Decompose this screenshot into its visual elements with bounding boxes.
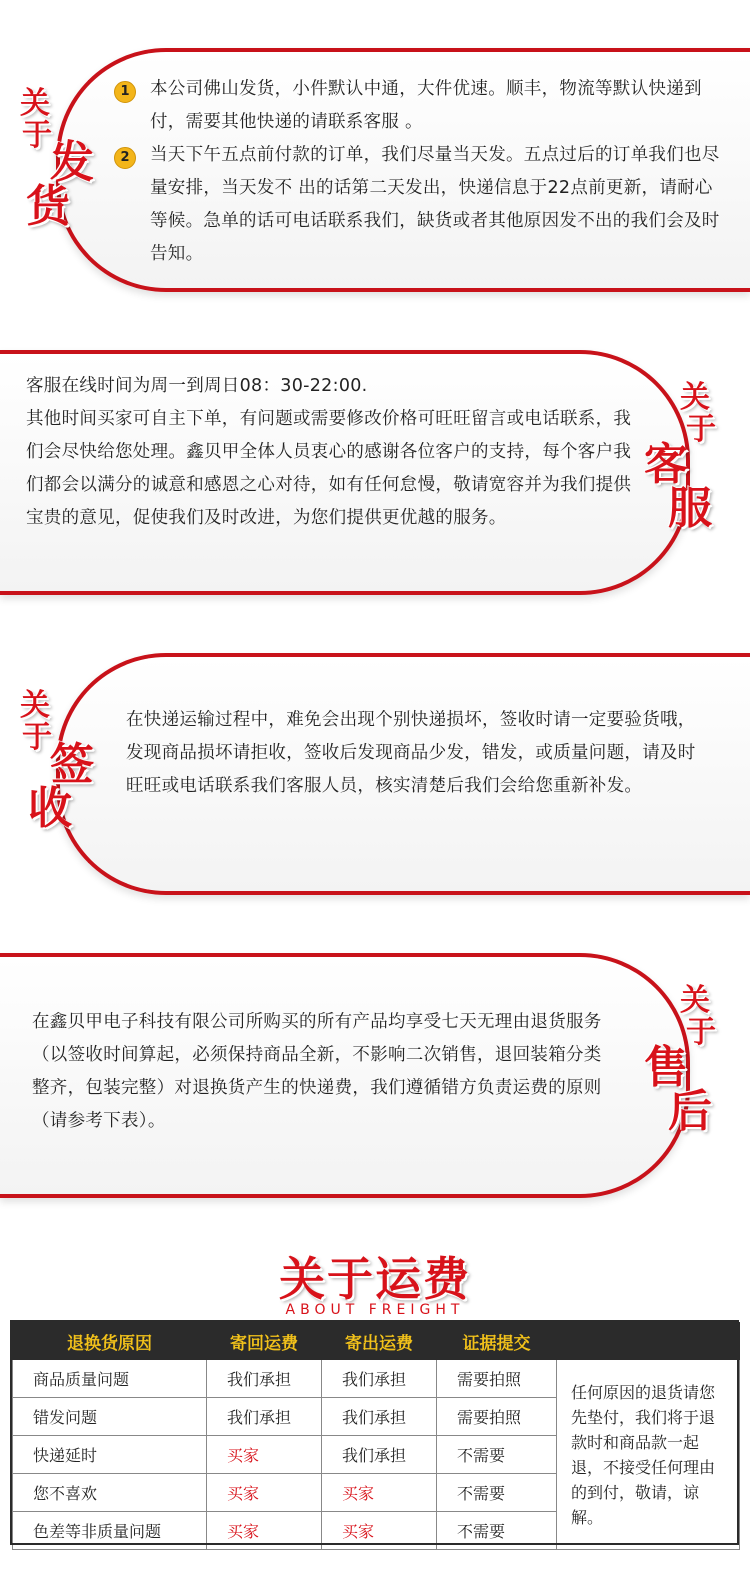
service-text [26,370,636,535]
service-hours: 客服在线时间为周一到周日08：30-22:00. [26,376,368,396]
row-evidence: 不需要 [437,1512,557,1550]
freight-note: 任何原因的退货请您先垫付，我们将于退款时和商品款一起退，不接受任何理由的到付，敬请，谅解。 [557,1360,740,1550]
shipping-title-small-1: 关 [20,86,50,121]
shipping-item-1-number: 1 [114,81,136,103]
receipt-text: 在快递运输过程中，难免会出现个别快递损坏，签收时请一定要验货哦，发现商品损坏请拒收，签收后发现商品少发，错发，或质量问题，请及时旺旺或电话联系我们客服人员，核实清楚后我们会给您重新补发。 [126,710,696,796]
shipping-title-big-1: 发 [50,137,94,188]
service-title-big-2: 服 [668,483,712,534]
shipping-item-2-number: 2 [114,147,136,169]
row-return-fee: 买家 [207,1474,322,1512]
row-return-fee: 我们承担 [207,1398,322,1436]
receipt-title-small-2: 于 [22,720,52,755]
service-title-small-1: 关 [680,380,710,415]
aftersale-title-small-1: 关 [680,983,710,1018]
row-send-fee: 我们承担 [322,1360,437,1398]
shipping-item-1-text: 本公司佛山发货，小件默认中通，大件优速。顺丰，物流等默认快递到付，需要其他快递的请联系客服 。 [150,79,702,132]
service-title-small-2: 于 [686,412,716,447]
row-reason: 商品质量问题 [13,1360,207,1398]
row-return-fee: 我们承担 [207,1360,322,1398]
header-send-fee: 寄出运费 [322,1323,437,1360]
freight-table [12,1322,740,1550]
service-title-big-1: 客 [644,439,688,490]
row-evidence: 需要拍照 [437,1398,557,1436]
row-send-fee: 我们承担 [322,1436,437,1474]
table-row [13,1360,740,1398]
shipping-item-2-text: 当天下午五点前付款的订单，我们尽量当天发。五点过后的订单我们也尽量安排，当天发不 出的话第二天发出，快递信息于22点前更新，请耐心等候。急单的话可电话联系我们，缺货或者其他原因发不出的我们会及时告知。 [150,145,720,264]
row-send-fee: 买家 [322,1512,437,1550]
freight-table-header [13,1323,740,1360]
row-reason: 您不喜欢 [13,1474,207,1512]
header-return-fee: 寄回运费 [207,1323,322,1360]
shipping-title-small-2: 于 [22,118,52,153]
receipt-title-big-2: 收 [28,783,72,834]
row-evidence: 需要拍照 [437,1360,557,1398]
aftersale-title-big-1: 售 [644,1042,688,1093]
header-reason: 退换货原因 [13,1323,207,1360]
row-evidence: 不需要 [437,1436,557,1474]
freight-subtitle: ABOUT FREIGHT [285,1302,465,1318]
shipping-title-big-2: 货 [26,181,70,232]
header-evidence: 证据提交 [437,1323,557,1360]
service-description: 其他时间买家可自主下单，有问题或需要修改价格可旺旺留言或电话联系，我们会尽快给您处理。鑫贝甲全体人员衷心的感谢各位客户的支持，每个客户我们都会以满分的诚意和感恩之心对待，如有任何怠慢，敬请宽容并为我们提供宝贵的意见，促使我们及时改进，为您们提供更优越的服务。 [26,409,632,528]
row-evidence: 不需要 [437,1474,557,1512]
row-reason: 快递延时 [13,1436,207,1474]
row-send-fee: 我们承担 [322,1398,437,1436]
row-return-fee: 买家 [207,1436,322,1474]
aftersale-title-small-2: 于 [686,1015,716,1050]
row-reason: 色差等非质量问题 [13,1512,207,1550]
header-blank [557,1323,740,1360]
row-return-fee: 买家 [207,1512,322,1550]
receipt-title-small-1: 关 [20,688,50,723]
aftersale-title-big-2: 后 [668,1086,712,1137]
freight-title: 关于运费 [279,1252,471,1306]
receipt-title-big-1: 签 [50,739,94,790]
row-send-fee: 买家 [322,1474,437,1512]
aftersale-text: 在鑫贝甲电子科技有限公司所购买的所有产品均享受七天无理由退货服务（以签收时间算起，必须保持商品全新，不影响二次销售，退回装箱分类整齐，包装完整）对退换货产生的快递费，我们遵循错方负责运费的原则（请参考下表）。 [32,1012,602,1131]
row-reason: 错发问题 [13,1398,207,1436]
